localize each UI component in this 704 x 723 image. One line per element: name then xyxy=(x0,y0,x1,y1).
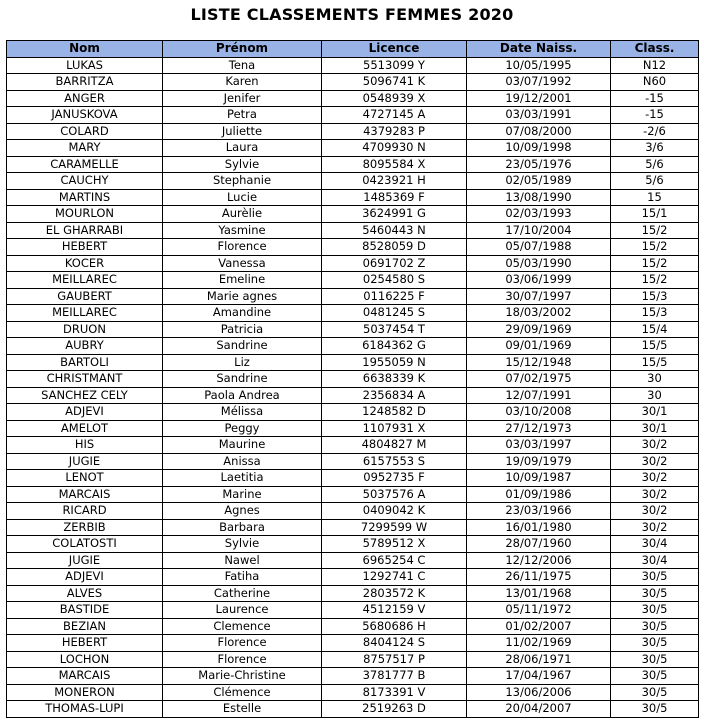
table-row xyxy=(7,140,699,157)
cell-classement: -15 xyxy=(611,107,699,124)
cell-classement: 30/5 xyxy=(611,668,699,685)
cell-prenom: Florence xyxy=(163,239,322,256)
cell-licence: 4379283 P xyxy=(322,123,467,140)
cell-prenom: Clemence xyxy=(163,618,322,635)
cell-classement: 30 xyxy=(611,371,699,388)
table-row xyxy=(7,569,699,586)
cell-date-naissance: 16/01/1980 xyxy=(467,519,611,536)
cell-nom: BARRITZA xyxy=(7,74,163,91)
cell-licence: 4512159 V xyxy=(322,602,467,619)
cell-classement: 30/5 xyxy=(611,602,699,619)
cell-licence: 4709930 N xyxy=(322,140,467,157)
cell-classement: N12 xyxy=(611,57,699,74)
cell-classement: 30/2 xyxy=(611,486,699,503)
cell-classement: 15/4 xyxy=(611,321,699,338)
cell-prenom: Stephanie xyxy=(163,173,322,190)
cell-prenom: Agnes xyxy=(163,503,322,520)
cell-date-naissance: 11/02/1969 xyxy=(467,635,611,652)
cell-prenom: Petra xyxy=(163,107,322,124)
cell-classement: 30/2 xyxy=(611,453,699,470)
cell-date-naissance: 15/12/1948 xyxy=(467,354,611,371)
cell-classement: 30/5 xyxy=(611,569,699,586)
cell-prenom: Marie-Christine xyxy=(163,668,322,685)
cell-date-naissance: 27/12/1973 xyxy=(467,420,611,437)
table-row xyxy=(7,486,699,503)
cell-prenom: Emeline xyxy=(163,272,322,289)
cell-date-naissance: 23/05/1976 xyxy=(467,156,611,173)
cell-classement: 30/4 xyxy=(611,552,699,569)
cell-nom: SANCHEZ CELY xyxy=(7,387,163,404)
table-row xyxy=(7,123,699,140)
cell-classement: 5/6 xyxy=(611,156,699,173)
cell-date-naissance: 17/04/1967 xyxy=(467,668,611,685)
table-row xyxy=(7,90,699,107)
table-row xyxy=(7,404,699,421)
table-row xyxy=(7,354,699,371)
cell-prenom: Florence xyxy=(163,635,322,652)
cell-classement: 30/5 xyxy=(611,684,699,701)
header-nom: Nom xyxy=(7,41,163,58)
cell-classement: 30/2 xyxy=(611,470,699,487)
cell-date-naissance: 12/07/1991 xyxy=(467,387,611,404)
cell-prenom: Sandrine xyxy=(163,338,322,355)
cell-licence: 0254580 S xyxy=(322,272,467,289)
cell-classement: 3/6 xyxy=(611,140,699,157)
cell-date-naissance: 03/10/2008 xyxy=(467,404,611,421)
cell-licence: 8757517 P xyxy=(322,651,467,668)
cell-nom: MARCAIS xyxy=(7,668,163,685)
cell-prenom: Liz xyxy=(163,354,322,371)
cell-prenom: Sylvie xyxy=(163,156,322,173)
cell-licence: 0423921 H xyxy=(322,173,467,190)
cell-nom: KOCER xyxy=(7,255,163,272)
cell-nom: HIS xyxy=(7,437,163,454)
cell-prenom: Clémence xyxy=(163,684,322,701)
cell-date-naissance: 05/11/1972 xyxy=(467,602,611,619)
cell-nom: ZERBIB xyxy=(7,519,163,536)
cell-classement: 30/5 xyxy=(611,651,699,668)
cell-licence: 1107931 X xyxy=(322,420,467,437)
cell-date-naissance: 30/07/1997 xyxy=(467,288,611,305)
cell-licence: 3781777 B xyxy=(322,668,467,685)
table-row xyxy=(7,272,699,289)
cell-prenom: Yasmine xyxy=(163,222,322,239)
cell-licence: 8528059 D xyxy=(322,239,467,256)
table-row xyxy=(7,107,699,124)
cell-licence: 5460443 N xyxy=(322,222,467,239)
cell-licence: 5680686 H xyxy=(322,618,467,635)
cell-date-naissance: 07/08/2000 xyxy=(467,123,611,140)
cell-nom: LOCHON xyxy=(7,651,163,668)
cell-licence: 6638339 K xyxy=(322,371,467,388)
cell-prenom: Laurence xyxy=(163,602,322,619)
cell-date-naissance: 09/01/1969 xyxy=(467,338,611,355)
table-row xyxy=(7,701,699,718)
cell-licence: 1485369 F xyxy=(322,189,467,206)
cell-nom: HEBERT xyxy=(7,635,163,652)
header-prenom: Prénom xyxy=(163,41,322,58)
cell-prenom: Barbara xyxy=(163,519,322,536)
cell-licence: 1292741 C xyxy=(322,569,467,586)
cell-prenom: Juliette xyxy=(163,123,322,140)
table-row xyxy=(7,255,699,272)
cell-licence: 0691702 Z xyxy=(322,255,467,272)
table-row xyxy=(7,651,699,668)
document-title: LISTE CLASSEMENTS FEMMES 2020 xyxy=(190,5,514,24)
cell-date-naissance: 01/09/1986 xyxy=(467,486,611,503)
cell-licence: 6157553 S xyxy=(322,453,467,470)
cell-licence: 5096741 K xyxy=(322,74,467,91)
cell-nom: ADJEVI xyxy=(7,569,163,586)
cell-nom: JUGIE xyxy=(7,552,163,569)
table-row xyxy=(7,684,699,701)
cell-classement: 15/5 xyxy=(611,354,699,371)
cell-prenom: Vanessa xyxy=(163,255,322,272)
cell-classement: 15/2 xyxy=(611,272,699,289)
cell-nom: AMELOT xyxy=(7,420,163,437)
cell-nom: MARY xyxy=(7,140,163,157)
cell-prenom: Mélissa xyxy=(163,404,322,421)
cell-nom: MOURLON xyxy=(7,206,163,223)
table-body xyxy=(7,57,699,717)
table-row xyxy=(7,288,699,305)
table-row xyxy=(7,305,699,322)
table-row xyxy=(7,57,699,74)
cell-nom: BASTIDE xyxy=(7,602,163,619)
cell-nom: THOMAS-LUPI xyxy=(7,701,163,718)
cell-nom: COLARD xyxy=(7,123,163,140)
cell-licence: 8095584 X xyxy=(322,156,467,173)
cell-classement: 5/6 xyxy=(611,173,699,190)
table-row xyxy=(7,602,699,619)
cell-classement: 15/2 xyxy=(611,255,699,272)
cell-prenom: Florence xyxy=(163,651,322,668)
table-row xyxy=(7,470,699,487)
cell-nom: MARTINS xyxy=(7,189,163,206)
cell-prenom: Sandrine xyxy=(163,371,322,388)
cell-classement: 30/5 xyxy=(611,618,699,635)
cell-date-naissance: 26/11/1975 xyxy=(467,569,611,586)
cell-classement: 15/2 xyxy=(611,222,699,239)
cell-date-naissance: 23/03/1966 xyxy=(467,503,611,520)
table-row xyxy=(7,618,699,635)
cell-date-naissance: 03/07/1992 xyxy=(467,74,611,91)
cell-prenom: Paola Andrea xyxy=(163,387,322,404)
cell-licence: 4804827 M xyxy=(322,437,467,454)
table-row xyxy=(7,206,699,223)
cell-date-naissance: 19/12/2001 xyxy=(467,90,611,107)
cell-nom: MONERON xyxy=(7,684,163,701)
table-row xyxy=(7,338,699,355)
table-row xyxy=(7,503,699,520)
cell-prenom: Sylvie xyxy=(163,536,322,553)
cell-classement: -15 xyxy=(611,90,699,107)
cell-prenom: Nawel xyxy=(163,552,322,569)
cell-licence: 2356834 A xyxy=(322,387,467,404)
cell-date-naissance: 10/09/1998 xyxy=(467,140,611,157)
cell-licence: 6184362 G xyxy=(322,338,467,355)
cell-date-naissance: 20/04/2007 xyxy=(467,701,611,718)
cell-classement: 30/5 xyxy=(611,585,699,602)
table-row xyxy=(7,239,699,256)
table-row xyxy=(7,156,699,173)
cell-licence: 0409042 K xyxy=(322,503,467,520)
cell-licence: 8173391 V xyxy=(322,684,467,701)
cell-licence: 0548939 X xyxy=(322,90,467,107)
cell-nom: BARTOLI xyxy=(7,354,163,371)
cell-prenom: Patricia xyxy=(163,321,322,338)
table-row xyxy=(7,173,699,190)
cell-date-naissance: 03/06/1999 xyxy=(467,272,611,289)
table-row xyxy=(7,222,699,239)
cell-classement: 30/2 xyxy=(611,437,699,454)
cell-date-naissance: 13/08/1990 xyxy=(467,189,611,206)
cell-classement: 15/1 xyxy=(611,206,699,223)
header-licence: Licence xyxy=(322,41,467,58)
cell-prenom: Lucie xyxy=(163,189,322,206)
cell-classement: 30/4 xyxy=(611,536,699,553)
cell-date-naissance: 01/02/2007 xyxy=(467,618,611,635)
cell-prenom: Anissa xyxy=(163,453,322,470)
cell-prenom: Amandine xyxy=(163,305,322,322)
cell-date-naissance: 12/12/2006 xyxy=(467,552,611,569)
cell-classement: 30/2 xyxy=(611,519,699,536)
cell-classement: 15/5 xyxy=(611,338,699,355)
cell-date-naissance: 19/09/1979 xyxy=(467,453,611,470)
cell-classement: 15 xyxy=(611,189,699,206)
cell-nom: JANUSKOVA xyxy=(7,107,163,124)
table-row xyxy=(7,371,699,388)
cell-licence: 5789512 X xyxy=(322,536,467,553)
cell-prenom: Estelle xyxy=(163,701,322,718)
cell-date-naissance: 02/03/1993 xyxy=(467,206,611,223)
cell-nom: EL GHARRABI xyxy=(7,222,163,239)
cell-date-naissance: 05/03/1990 xyxy=(467,255,611,272)
cell-licence: 2803572 K xyxy=(322,585,467,602)
cell-date-naissance: 03/03/1991 xyxy=(467,107,611,124)
cell-classement: 15/3 xyxy=(611,305,699,322)
table-row xyxy=(7,189,699,206)
cell-classement: N60 xyxy=(611,74,699,91)
cell-nom: ADJEVI xyxy=(7,404,163,421)
cell-date-naissance: 13/06/2006 xyxy=(467,684,611,701)
table-row xyxy=(7,635,699,652)
cell-licence: 6965254 C xyxy=(322,552,467,569)
cell-nom: MEILLAREC xyxy=(7,305,163,322)
cell-licence: 4727145 A xyxy=(322,107,467,124)
cell-licence: 8404124 S xyxy=(322,635,467,652)
cell-classement: 30/5 xyxy=(611,701,699,718)
cell-nom: CARAMELLE xyxy=(7,156,163,173)
cell-nom: CHRISTMANT xyxy=(7,371,163,388)
table-header-row xyxy=(7,41,699,58)
cell-nom: MARCAIS xyxy=(7,486,163,503)
cell-date-naissance: 07/02/1975 xyxy=(467,371,611,388)
table-row xyxy=(7,321,699,338)
cell-licence: 0952735 F xyxy=(322,470,467,487)
cell-licence: 1955059 N xyxy=(322,354,467,371)
cell-classement: 30/2 xyxy=(611,503,699,520)
cell-nom: BEZIAN xyxy=(7,618,163,635)
cell-date-naissance: 18/03/2002 xyxy=(467,305,611,322)
cell-licence: 2519263 D xyxy=(322,701,467,718)
cell-prenom: Jenifer xyxy=(163,90,322,107)
cell-nom: GAUBERT xyxy=(7,288,163,305)
header-classement: Class. xyxy=(611,41,699,58)
cell-classement: -2/6 xyxy=(611,123,699,140)
cell-nom: COLATOSTI xyxy=(7,536,163,553)
cell-nom: HEBERT xyxy=(7,239,163,256)
cell-prenom: Maurine xyxy=(163,437,322,454)
cell-prenom: Laura xyxy=(163,140,322,157)
cell-nom: DRUON xyxy=(7,321,163,338)
cell-date-naissance: 03/03/1997 xyxy=(467,437,611,454)
cell-classement: 15/2 xyxy=(611,239,699,256)
cell-nom: LUKAS xyxy=(7,57,163,74)
table-row xyxy=(7,519,699,536)
cell-prenom: Marie agnes xyxy=(163,288,322,305)
table-row xyxy=(7,552,699,569)
cell-nom: ALVES xyxy=(7,585,163,602)
cell-classement: 30 xyxy=(611,387,699,404)
table-row xyxy=(7,387,699,404)
table-row xyxy=(7,420,699,437)
cell-prenom: Laetitia xyxy=(163,470,322,487)
cell-prenom: Karen xyxy=(163,74,322,91)
cell-prenom: Tena xyxy=(163,57,322,74)
cell-nom: LENOT xyxy=(7,470,163,487)
cell-nom: RICARD xyxy=(7,503,163,520)
cell-date-naissance: 05/07/1988 xyxy=(467,239,611,256)
cell-licence: 1248582 D xyxy=(322,404,467,421)
cell-licence: 5037576 A xyxy=(322,486,467,503)
cell-date-naissance: 29/09/1969 xyxy=(467,321,611,338)
cell-date-naissance: 10/05/1995 xyxy=(467,57,611,74)
rankings-table xyxy=(6,40,699,718)
cell-nom: MEILLAREC xyxy=(7,272,163,289)
cell-date-naissance: 02/05/1989 xyxy=(467,173,611,190)
cell-date-naissance: 28/06/1971 xyxy=(467,651,611,668)
cell-date-naissance: 10/09/1987 xyxy=(467,470,611,487)
cell-classement: 15/3 xyxy=(611,288,699,305)
header-date-naissance: Date Naiss. xyxy=(467,41,611,58)
cell-date-naissance: 28/07/1960 xyxy=(467,536,611,553)
cell-prenom: Fatiha xyxy=(163,569,322,586)
cell-classement: 30/5 xyxy=(611,635,699,652)
cell-nom: AUBRY xyxy=(7,338,163,355)
cell-nom: ANGER xyxy=(7,90,163,107)
table-row xyxy=(7,668,699,685)
table-row xyxy=(7,74,699,91)
cell-licence: 5037454 T xyxy=(322,321,467,338)
cell-classement: 30/1 xyxy=(611,404,699,421)
cell-nom: CAUCHY xyxy=(7,173,163,190)
cell-licence: 0481245 S xyxy=(322,305,467,322)
cell-licence: 7299599 W xyxy=(322,519,467,536)
table-row xyxy=(7,585,699,602)
cell-prenom: Aurèlie xyxy=(163,206,322,223)
cell-date-naissance: 13/01/1968 xyxy=(467,585,611,602)
cell-prenom: Catherine xyxy=(163,585,322,602)
cell-date-naissance: 17/10/2004 xyxy=(467,222,611,239)
cell-licence: 0116225 F xyxy=(322,288,467,305)
cell-prenom: Peggy xyxy=(163,420,322,437)
cell-licence: 5513099 Y xyxy=(322,57,467,74)
cell-licence: 3624991 G xyxy=(322,206,467,223)
table-row xyxy=(7,437,699,454)
cell-prenom: Marine xyxy=(163,486,322,503)
cell-nom: JUGIE xyxy=(7,453,163,470)
cell-classement: 30/1 xyxy=(611,420,699,437)
table-row xyxy=(7,453,699,470)
table-row xyxy=(7,536,699,553)
